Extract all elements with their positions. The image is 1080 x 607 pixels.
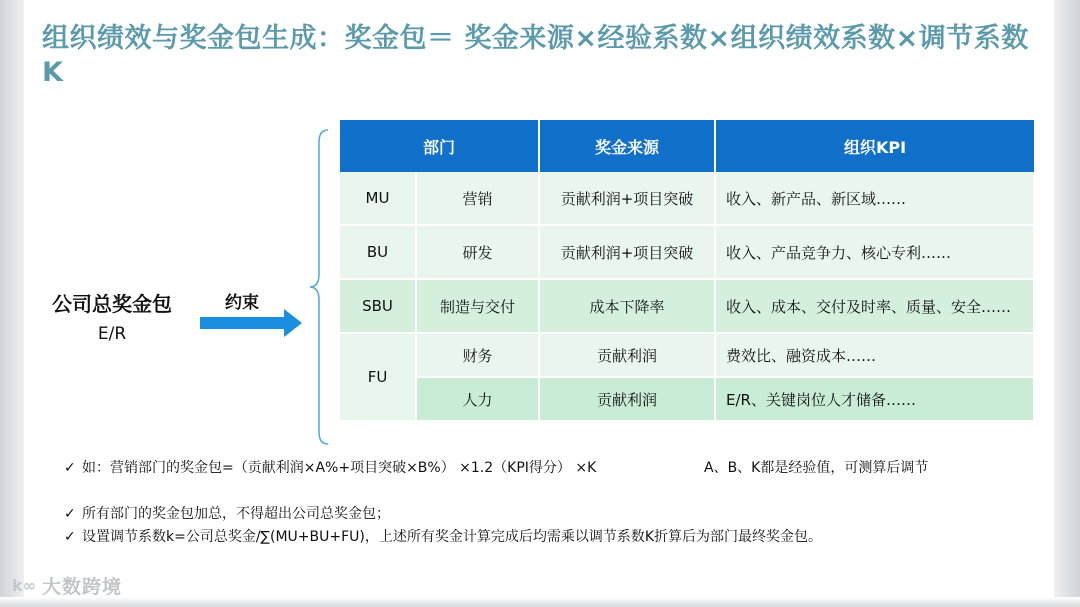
note-example-text: 如：营销部门的奖金包=（贡献利润×A%+项目突破×B%） ×1.2（KPI得分） ×K — [82, 460, 597, 476]
check-icon: ✓ — [64, 460, 76, 476]
right-arrow-icon — [200, 308, 304, 338]
table-row — [340, 377, 1034, 421]
kpi-cell: E/R、关键岗位人才储备…… — [715, 377, 1034, 421]
unit-cell: MU — [340, 172, 416, 225]
watermark-text: 大数跨境 — [41, 576, 122, 598]
table-row — [340, 279, 1034, 333]
kpi-cell: 收入、产品竞争力、核心专利…… — [715, 225, 1034, 279]
constraint-label: 约束 — [225, 293, 259, 313]
slide-title: 组织绩效与奖金包生成：奖金包＝ 奖金来源×经验系数×组织绩效系数×调节系数K — [42, 23, 1029, 88]
dept-cell: 营销 — [416, 172, 539, 225]
source-cell: 贡献利润+项目突破 — [539, 225, 715, 279]
watermark-logo — [12, 572, 122, 599]
table-header-row — [340, 120, 1034, 172]
note-example-right: A、B、K都是经验值，可测算后调节 — [704, 460, 929, 476]
dept-cell: 研发 — [416, 225, 539, 279]
bottom-shadow-edge — [0, 597, 1080, 607]
note-example — [64, 457, 596, 477]
source-cell: 成本下降率 — [539, 279, 715, 333]
department-kpi-table — [340, 120, 1035, 422]
unit-cell: BU — [340, 225, 416, 279]
check-icon: ✓ — [64, 506, 76, 522]
header-org-kpi: 组织KPI — [715, 120, 1034, 172]
dept-cell: 财务 — [416, 333, 539, 377]
kpi-cell: 费效比、融资成本…… — [715, 333, 1034, 377]
watermark-mark-icon: k∞ — [12, 576, 36, 595]
source-cell: 贡献利润+项目突破 — [539, 172, 715, 225]
dept-cell: 人力 — [416, 377, 539, 421]
unit-cell: SBU — [340, 279, 416, 333]
company-bonus-pool-label: 公司总奖金包 — [52, 292, 172, 316]
check-icon: ✓ — [64, 529, 76, 545]
left-shadow-edge — [0, 0, 24, 607]
note-total-limit-text: 所有部门的奖金包加总，不得超出公司总奖金包； — [82, 506, 390, 522]
table-row — [340, 333, 1034, 377]
er-label: E/R — [97, 324, 127, 344]
table-row — [340, 225, 1034, 279]
source-cell: 贡献利润 — [539, 333, 715, 377]
table-row — [340, 172, 1034, 225]
kpi-cell: 收入、新产品、新区域…… — [715, 172, 1034, 225]
right-shadow-edge — [1054, 0, 1080, 607]
note-adjust-coefficient-text: 设置调节系数k=公司总奖金/∑(MU+BU+FU)，上述所有奖金计算完成后均需乘以调节系数K折算后为部门最终奖金包。 — [82, 529, 823, 545]
left-brace-icon — [308, 128, 332, 446]
kpi-cell: 收入、成本、交付及时率、质量、安全…… — [715, 279, 1034, 333]
note-total-limit — [64, 503, 390, 523]
unit-cell: FU — [340, 333, 416, 421]
source-cell: 贡献利润 — [539, 377, 715, 421]
note-adjust-coefficient — [64, 526, 822, 546]
header-department: 部门 — [340, 120, 539, 172]
header-bonus-source: 奖金来源 — [539, 120, 715, 172]
dept-cell: 制造与交付 — [416, 279, 539, 333]
